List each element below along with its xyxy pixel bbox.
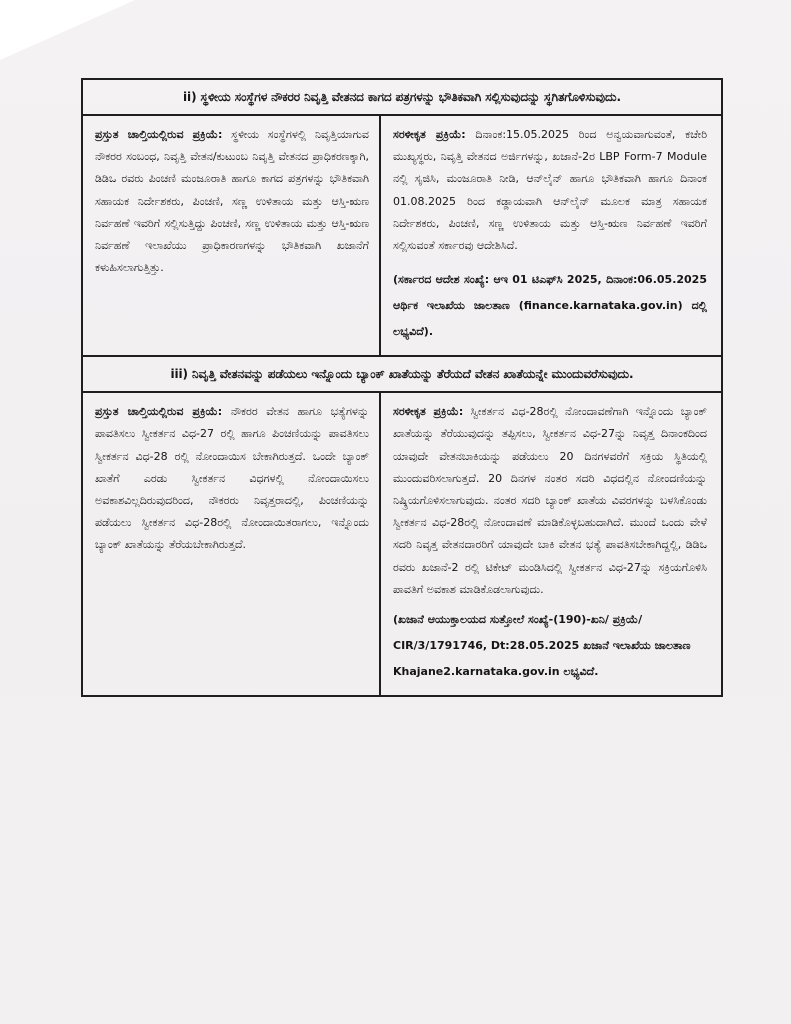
section-3-current-process [83, 393, 381, 695]
current-process-label: ಪ್ರಸ್ತುತ ಚಾಲ್ತಿಯಲ್ಲಿರುವ ಪ್ರಕ್ರಿಯೆ: [95, 405, 223, 419]
simplified-process-text: ಸ್ವೀಕರ್ತನ ವಿಧ-28ರಲ್ಲಿ ನೋಂದಾವಣೆಗಾಗಿ ಇನ್ನೊಂದು ಬ್ಯಾಂಕ್ ಖಾತೆಯನ್ನು ತೆರೆಯುವುದನ್ನು ತಪ್ಪಿಸಲು, ಸ್ವೀಕರ್ತನ ವಿಧ-27ನ್ನು ನಿವೃತ್ತ ದಿನಾಂಕದಿಂದ ಯಾವುದೇ ವೇತನಬಾಕಿಯನ್ನು ಪಡೆಯಲು 20 ದಿನಗಳವರೆಗೆ ಸಕ್ರಿಯ ಸ್ಥಿತಿಯಲ್ಲಿ ಮುಂದುವರಿಸಲಾಗುತ್ತದೆ. 20 ದಿನಗಳ ನಂತರ ಸದರಿ ವಿಧದಲ್ಲಿನ ನೋಂದಣಿಯನ್ನು ನಿಷ್ಕ್ರಿಯಗೊಳಿಸಲಾಗುವುದು. ನಂತರ ಸದರಿ ಬ್ಯಾಂಕ್ ಖಾತೆಯ ವಿವರಗಳನ್ನು ಬಳಸಿಕೊಂಡು ಸ್ವೀಕರ್ತನ ವಿಧ-28ರಲ್ಲಿ ನೋಂದಾವಣೆ ಮಾಡಿಕೊಳ್ಳಬಹುದಾಗಿದೆ. ಮುಂದೆ ಒಂದು ವೇಳೆ ಸದರಿ ನಿವೃತ್ತ ವೇತನದಾರರಿಗೆ ಯಾವುದೇ ಬಾಕಿ ವೇತನ ಭತ್ಯೆ ಪಾವತಿಸಬೇಕಾಗಿದ್ದಲ್ಲಿ, ಡಿಡಿಒ ರವರು ಖಜಾನೆ-2 ರಲ್ಲಿ ಟಿಕೇಟ್ ಮಂಡಿಸಿದಲ್ಲಿ ಸ್ವೀಕರ್ತನ ವಿಧ-27ನ್ನು ಸಕ್ರಿಯಗೊಳಿಸಿ ಪಾವತಿಗೆ ಅವಕಾಶ ಮಾಡಿಕೊಡಲಾಗುವುದು. [393, 405, 708, 596]
simplified-process-paragraph [393, 401, 707, 601]
simplified-process-label: ಸರಳೀಕೃತ ಪ್ರಕ್ರಿಯೆ: [393, 405, 464, 419]
simplified-process-paragraph [393, 124, 707, 257]
document-table [81, 78, 723, 697]
treasury-circular-reference: (ಖಜಾನೆ ಆಯುಕ್ತಾಲಯದ ಸುತ್ತೋಲೆ ಸಂಖ್ಯೆ-(190)-ಖನಿ/ ಪ್ರಕ್ರಿಯೆ/ CIR/3/1791746, Dt:28.05.2025 ಖಜಾನೆ ಇಲಾಖೆಯ ಜಾಲತಾಣ Khajane2.karnataka.gov.in ಲಭ್ಯವಿದೆ. [393, 613, 691, 679]
section-3-simplified-process [381, 393, 717, 695]
current-process-label: ಪ್ರಸ್ತುತ ಚಾಲ್ತಿಯಲ್ಲಿರುವ ಪ್ರಕ್ರಿಯೆ: [95, 128, 223, 141]
section-3-title: iii) ನಿವೃತ್ತಿ ವೇತನವನ್ನು ಪಡೆಯಲು ಇನ್ನೊಂದು ಬ್ಯಾಂಕ್ ಖಾತೆಯನ್ನು ತೆರೆಯದೆ ವೇತನ ಖಾತೆಯನ್ನೇ ಮುಂದುವರೆಸುವುದು. [83, 357, 721, 393]
scan-corner-edge [0, 0, 135, 60]
simplified-process-text: ದಿನಾಂಕ:15.05.2025 ರಿಂದ ಅನ್ವಯವಾಗುವಂತೆ, ಕಚೇರಿ ಮುಖ್ಯಸ್ಥರು, ನಿವೃತ್ತಿ ವೇತನದ ಅರ್ಜಿಗಳನ್ನು, ಖಜಾನೆ-2ರ LBP Form-7 Module ನಲ್ಲಿ ಸೃಜಿಸಿ, ಮಂಜೂರಾತಿ ನೀಡಿ, ಆನ್‌ಲೈನ್ ಹಾಗೂ ಭೌತಿಕವಾಗಿ ಹಾಗೂ ದಿನಾಂಕ 01.08.2025 ರಿಂದ ಕಡ್ಡಾಯವಾಗಿ ಆನ್‌ಲೈನ್ ಮೂಲಕ ಮಾತ್ರ ಸಹಾಯಕ ನಿರ್ದೇಶಕರು, ಪಿಂಚಣಿ, ಸಣ್ಣ ಉಳಿತಾಯ ಮತ್ತು ಆಸ್ತಿ-ಋಣ ನಿರ್ವಹಣೆ ಇವರಿಗೆ ಸಲ್ಲಿಸುವಂತೆ ಸರ್ಕಾರವು ಆದೇಶಿಸಿದೆ. [393, 128, 708, 253]
government-order-reference: (ಸರ್ಕಾರದ ಆದೇಶ ಸಂಖ್ಯೆ: ಆಇ 01 ಟಿಎಫ್‌ಸಿ 2025, ದಿನಾಂಕ:06.05.2025 ಆರ್ಥಿಕ ಇಲಾಖೆಯ ಜಾಲತಾಣ (finance.karnataka.gov.in) ದಲ್ಲಿ ಲಭ್ಯವಿದೆ). [393, 273, 707, 339]
section-3-row [83, 393, 721, 695]
section-2-current-process [83, 116, 381, 355]
current-process-text: ನೌಕರರ ವೇತನ ಹಾಗೂ ಭತ್ಯೆಗಳನ್ನು ಪಾವತಿಸಲು ಸ್ವೀಕರ್ತನ ವಿಧ-27 ರಲ್ಲಿ ಹಾಗೂ ಪಿಂಚಣಿಯನ್ನು ಪಾವತಿಸಲು ಸ್ವೀಕರ್ತನ ವಿಧ-28 ರಲ್ಲಿ ನೋಂದಾಯಿಸ ಬೇಕಾಗಿರುತ್ತದೆ. ಒಂದೇ ಬ್ಯಾಂಕ್ ಖಾತೆಗೆ ಎರಡು ಸ್ವೀಕರ್ತನ ವಿಧಗಳಲ್ಲಿ ನೋಂದಾಯಿಸಲು ಅವಕಾಶವಿಲ್ಲದಿರುವುದರಿಂದ, ನೌಕರರು ನಿವೃತ್ತರಾದಲ್ಲಿ, ಪಿಂಚಣಿಯನ್ನು ಪಡೆಯಲು ಸ್ವೀಕರ್ತನ ವಿಧ-28ರಲ್ಲಿ ನೋಂದಾಯಿತರಾಗಲು, ಇನ್ನೊಂದು ಬ್ಯಾಂಕ್ ಖಾತೆಯನ್ನು ತೆರೆಯಬೇಕಾಗಿರುತ್ತದೆ. [95, 405, 369, 552]
section-2-simplified-process [381, 116, 717, 355]
current-process-text: ಸ್ಥಳೀಯ ಸಂಸ್ಥೆಗಳಲ್ಲಿ ನಿವೃತ್ತಿಯಾಗುವ ನೌಕರರ ಸಂಬಂಧ, ನಿವೃತ್ತಿ ವೇತನ/ಕುಟುಂಬ ನಿವೃತ್ತಿ ವೇತನದ ಪ್ರಾಧಿಕರಣಕ್ಕಾಗಿ, ಡಿಡಿಒ ರವರು ಪಿಂಚಣಿ ಮಂಜೂರಾತಿ ಹಾಗೂ ಕಾಗದ ಪತ್ರಗಳನ್ನು ಭೌತಿಕವಾಗಿ ಸಹಾಯಕ ನಿರ್ದೇಶಕರು, ಪಿಂಚಣಿ, ಸಣ್ಣ ಉಳಿತಾಯ ಮತ್ತು ಆಸ್ತಿ-ಋಣ ನಿರ್ವಹಣೆ ಇವರಿಗೆ ಸಲ್ಲಿಸುತ್ತಿದ್ದು ಪಿಂಚಣಿ, ಸಣ್ಣ ಉಳಿತಾಯ ಮತ್ತು ಆಸ್ತಿ-ಋಣ ನಿರ್ವಹಣೆ ಇಲಾಖೆಯು ಪ್ರಾಧಿಕಾರಣಗಳನ್ನು ಭೌತಿಕವಾಗಿ ಖಜಾನೆಗೆ ಕಳುಹಿಸಲಾಗುತ್ತಿತ್ತು. [95, 128, 369, 275]
section-2-title: ii) ಸ್ಥಳೀಯ ಸಂಸ್ಥೆಗಳ ನೌಕರರ ನಿವೃತ್ತಿ ವೇತನದ ಕಾಗದ ಪತ್ರಗಳನ್ನು ಭೌತಿಕವಾಗಿ ಸಲ್ಲಿಸುವುದನ್ನು ಸ್ಥಗಿತಗೊಳಿಸುವುದು. [83, 80, 721, 116]
simplified-process-label: ಸರಳೀಕೃತ ಪ್ರಕ್ರಿಯೆ: [393, 128, 466, 141]
section-2-row [83, 116, 721, 357]
